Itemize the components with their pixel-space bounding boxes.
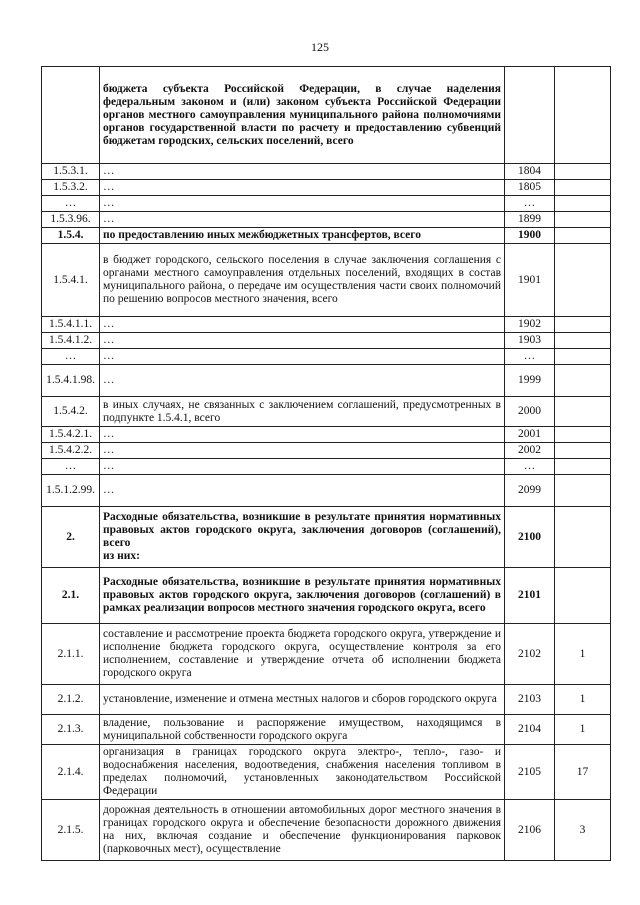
row-code-cell: 1903 <box>505 333 555 349</box>
row-code-cell: 2001 <box>505 427 555 443</box>
row-text-cell: составление и рассмотрение проекта бюджета городского округа, утверждение и исполнение бюджета городского округа, осуществление контроля за его исполнением, составление и утверждение отчета об исполнении бюджета городского округа <box>100 624 505 685</box>
row-code-cell: 2105 <box>505 745 555 800</box>
row-code-cell: 2103 <box>505 685 555 715</box>
row-text-cell: по предоставлению иных межбюджетных трансфертов, всего <box>100 228 505 244</box>
row-number-cell: … <box>42 196 100 212</box>
row-number-cell <box>42 67 100 164</box>
table-row <box>42 745 611 800</box>
row-number-cell: 1.5.4.1.98. <box>42 365 100 397</box>
row-number-cell: 1.5.4.2.1. <box>42 427 100 443</box>
row-number-cell: 2.1.5. <box>42 800 100 861</box>
row-code-cell: … <box>505 459 555 475</box>
row-number-cell: 1.5.4.2.2. <box>42 443 100 459</box>
table-row <box>42 800 611 861</box>
row-code-cell: 2100 <box>505 507 555 568</box>
table-row <box>42 365 611 397</box>
row-text-cell: … <box>100 427 505 443</box>
row-count-cell <box>555 507 611 568</box>
row-count-cell <box>555 427 611 443</box>
row-count-cell <box>555 180 611 196</box>
row-text-cell: … <box>100 475 505 507</box>
row-code-cell: … <box>505 196 555 212</box>
row-code-cell: 1901 <box>505 244 555 317</box>
row-number-cell: 1.5.4.1.2. <box>42 333 100 349</box>
table-row <box>42 196 611 212</box>
table-row <box>42 180 611 196</box>
table-row <box>42 317 611 333</box>
row-count-cell <box>555 349 611 365</box>
table-row <box>42 568 611 624</box>
table-row <box>42 244 611 317</box>
row-count-cell <box>555 228 611 244</box>
row-text-cell: организация в границах городского округа электро-, тепло-, газо- и водоснабжения населения, водоотведения, снабжения населения топливом в пределах полномочий, установленных законодательством Российской Федерации <box>100 745 505 800</box>
row-text-cell: … <box>100 459 505 475</box>
row-count-cell <box>555 459 611 475</box>
row-number-cell: … <box>42 459 100 475</box>
row-number-cell: 2.1. <box>42 568 100 624</box>
row-count-cell: 1 <box>555 715 611 745</box>
row-count-cell <box>555 443 611 459</box>
row-number-cell: 1.5.3.2. <box>42 180 100 196</box>
row-count-cell <box>555 196 611 212</box>
row-count-cell: 3 <box>555 800 611 861</box>
row-text-cell: … <box>100 317 505 333</box>
row-count-cell <box>555 568 611 624</box>
table-row <box>42 715 611 745</box>
row-code-cell: … <box>505 349 555 365</box>
table-row <box>42 333 611 349</box>
row-count-cell <box>555 212 611 228</box>
row-code-cell: 1902 <box>505 317 555 333</box>
row-count-cell: 1 <box>555 685 611 715</box>
page-number: 125 <box>311 40 329 54</box>
table-row <box>42 397 611 427</box>
row-number-cell: 2.1.1. <box>42 624 100 685</box>
row-number-cell: 2.1.2. <box>42 685 100 715</box>
row-text-cell: дорожная деятельность в отношении автомобильных дорог местного значения в границах городского округа и обеспечение безопасности дорожного движения на них, включая создание и обеспечение функционирования парковок (парковочных мест), осуществление <box>100 800 505 861</box>
row-text-cell: Расходные обязательства, возникшие в результате принятия нормативных правовых актов городского округа, заключения договоров (соглашений), всего из них: <box>100 507 505 568</box>
row-code-cell: 2099 <box>505 475 555 507</box>
table-row <box>42 212 611 228</box>
row-count-cell: 17 <box>555 745 611 800</box>
row-text-cell: владение, пользование и распоряжение имуществом, находящимся в муниципальной собственности городского округа <box>100 715 505 745</box>
row-number-cell: 1.5.3.1. <box>42 164 100 180</box>
table-row <box>42 427 611 443</box>
row-number-cell: … <box>42 349 100 365</box>
row-code-cell: 1999 <box>505 365 555 397</box>
row-code-cell <box>505 67 555 164</box>
table-row <box>42 443 611 459</box>
row-code-cell: 2106 <box>505 800 555 861</box>
row-count-cell: 1 <box>555 624 611 685</box>
row-count-cell <box>555 365 611 397</box>
row-number-cell: 1.5.4.2. <box>42 397 100 427</box>
row-text-cell: … <box>100 212 505 228</box>
row-count-cell <box>555 244 611 317</box>
row-number-cell: 1.5.4.1.1. <box>42 317 100 333</box>
table-row <box>42 459 611 475</box>
row-number-cell: 2.1.3. <box>42 715 100 745</box>
row-code-cell: 2002 <box>505 443 555 459</box>
row-count-cell <box>555 475 611 507</box>
row-code-cell: 2102 <box>505 624 555 685</box>
row-text-cell: … <box>100 349 505 365</box>
row-text-cell: … <box>100 164 505 180</box>
table-row <box>42 475 611 507</box>
row-code-cell: 2101 <box>505 568 555 624</box>
row-number-cell: 1.5.3.96. <box>42 212 100 228</box>
row-code-cell: 2000 <box>505 397 555 427</box>
table-row <box>42 67 611 164</box>
expenditure-obligations-table <box>41 66 611 861</box>
row-number-cell: 1.5.1.2.99. <box>42 475 100 507</box>
row-number-cell: 1.5.4.1. <box>42 244 100 317</box>
table-row <box>42 507 611 568</box>
row-text-cell: … <box>100 443 505 459</box>
table-row <box>42 349 611 365</box>
table-row <box>42 685 611 715</box>
row-code-cell: 1804 <box>505 164 555 180</box>
row-count-cell <box>555 397 611 427</box>
row-number-cell: 1.5.4. <box>42 228 100 244</box>
row-number-cell: 2.1.4. <box>42 745 100 800</box>
row-text-cell: … <box>100 365 505 397</box>
row-text-cell: … <box>100 196 505 212</box>
row-text-cell: в иных случаях, не связанных с заключением соглашений, предусмотренных в подпункте 1.5.4.1, всего <box>100 397 505 427</box>
row-text-cell: Расходные обязательства, возникшие в результате принятия нормативных правовых актов городского округа, заключения договоров (соглашений) в рамках реализации вопросов местного значения городского округа, всего <box>100 568 505 624</box>
table-row <box>42 228 611 244</box>
table-row <box>42 164 611 180</box>
row-text-cell: установление, изменение и отмена местных налогов и сборов городского округа <box>100 685 505 715</box>
row-text-cell: … <box>100 180 505 196</box>
row-number-cell: 2. <box>42 507 100 568</box>
row-text-cell: … <box>100 333 505 349</box>
row-code-cell: 1805 <box>505 180 555 196</box>
row-count-cell <box>555 164 611 180</box>
row-code-cell: 1900 <box>505 228 555 244</box>
row-code-cell: 2104 <box>505 715 555 745</box>
row-code-cell: 1899 <box>505 212 555 228</box>
row-text-cell: в бюджет городского, сельского поселения в случае заключения соглашения с органами местного самоуправления отдельных поселений, входящих в состав муниципального района, о передаче им осуществления части своих полномочий по решению вопросов местного значения, всего <box>100 244 505 317</box>
row-count-cell <box>555 317 611 333</box>
row-text-cell: бюджета субъекта Российской Федерации, в случае наделения федеральным законом и (или) законом субъекта Российской Федерации органов местного самоуправления муниципального района полномочиями органов государственной власти по расчету и предоставлению субвенций бюджетам городских, сельских поселений, всего <box>100 67 505 164</box>
row-count-cell <box>555 333 611 349</box>
table-row <box>42 624 611 685</box>
row-count-cell <box>555 67 611 164</box>
